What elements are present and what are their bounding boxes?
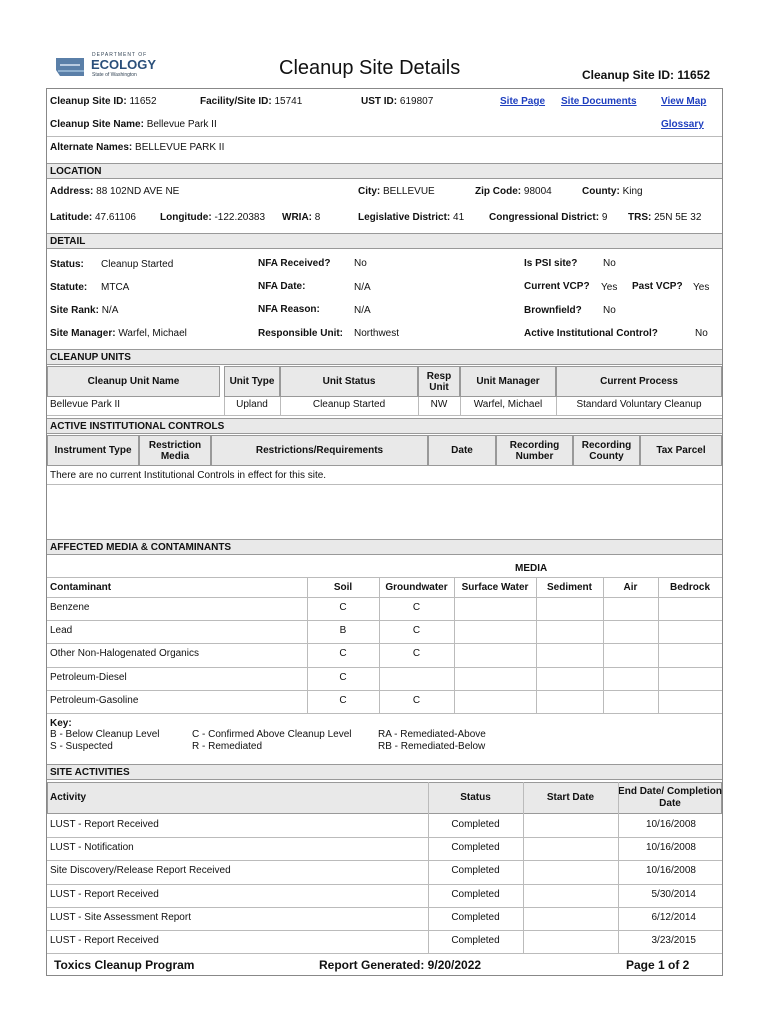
row-divider — [47, 620, 722, 621]
row-divider — [47, 667, 722, 668]
ic-empty-message: There are no current Institutional Controls in effect for this site. — [50, 470, 327, 481]
current-vcp-value: Yes — [601, 282, 618, 293]
activity-cell: Completed — [451, 819, 500, 830]
address: Address: 88 102ND AVE NE — [50, 186, 180, 197]
column-divider — [460, 397, 461, 415]
ic-header-6: Tax Parcel — [640, 435, 722, 466]
column-divider — [224, 397, 225, 415]
media-cell: C — [339, 671, 347, 683]
latitude: Latitude: 47.61106 — [50, 212, 136, 223]
row-divider — [47, 690, 722, 691]
nfa-date-value: N/A — [354, 282, 371, 293]
key-b: B - Below Cleanup Level — [50, 729, 160, 740]
column-divider — [523, 782, 524, 953]
psi-value: No — [603, 258, 616, 269]
cleanup-unit-cell: Standard Voluntary Cleanup — [576, 399, 702, 410]
activity-cell: Completed — [451, 935, 500, 946]
cleanup-units-header-4: Unit Manager — [460, 366, 556, 397]
cleanup-unit-cell: Upland — [236, 399, 268, 410]
statute-value: MTCA — [101, 282, 130, 293]
nfa-reason-value: N/A — [354, 305, 371, 316]
media-header-top — [47, 577, 722, 578]
page-title: Cleanup Site Details — [279, 57, 461, 79]
media-header-4: Sediment — [546, 582, 592, 593]
media-label: MEDIA — [515, 563, 548, 574]
media-header-6: Bedrock — [669, 582, 710, 593]
activities-header-3: End Date/ Completion Date — [618, 786, 722, 809]
wria: WRIA: 8 — [282, 212, 321, 223]
media-section-header: AFFECTED MEDIA & CONTAMINANTS — [47, 539, 722, 555]
trs: TRS: 25N 5E 32 — [628, 212, 702, 223]
brownfield-label: Brownfield? — [524, 305, 582, 316]
media-cell: C — [412, 694, 421, 706]
column-divider — [658, 577, 659, 713]
longitude: Longitude: -122.20383 — [160, 212, 266, 223]
activities-header-0: Activity — [50, 792, 87, 803]
row-divider — [47, 415, 722, 416]
statute-label: Statute: — [50, 282, 88, 293]
cleanup-site-id: Cleanup Site ID: 11652 — [50, 96, 157, 107]
row-divider — [47, 860, 722, 861]
media-cell: C — [412, 648, 421, 660]
nfa-received-value: No — [354, 258, 367, 269]
logo-dept-text: DEPARTMENT OF — [92, 52, 148, 58]
view-map-link[interactable]: View Map — [661, 96, 707, 107]
activity-cell: 10/16/2008 — [645, 865, 696, 877]
key-label: Key: — [50, 718, 72, 729]
site-rank: Site Rank: N/A — [50, 305, 119, 316]
activity-cell: 5/30/2014 — [651, 888, 696, 900]
location-section-header: LOCATION — [47, 163, 722, 179]
ic-header-0: Instrument Type — [47, 435, 139, 466]
column-divider — [307, 577, 308, 713]
responsible-unit-value: Northwest — [354, 328, 400, 339]
site-activities-section-header: SITE ACTIVITIES — [47, 764, 722, 780]
activity-cell: LUST - Report Received — [50, 819, 159, 830]
media-cell: C — [339, 602, 347, 613]
header-site-id: Cleanup Site ID: 11652 — [582, 68, 711, 82]
cleanup-units-header-0: Cleanup Unit Name — [47, 366, 220, 397]
cleanup-units-header-2: Unit Status — [280, 366, 418, 397]
institutional-controls-section-header: ACTIVE INSTITUTIONAL CONTROLS — [47, 418, 722, 434]
alternate-names: Alternate Names: BELLEVUE PARK II — [50, 142, 225, 153]
cleanup-unit-cell: Bellevue Park II — [50, 399, 121, 410]
logo-name-text: ECOLOGY — [91, 57, 157, 72]
logo-state-text: State of Washington — [92, 72, 137, 78]
media-cell: C — [339, 648, 347, 660]
cleanup-unit-cell: Cleanup Started — [312, 399, 386, 410]
activities-header-1: Status — [460, 792, 491, 803]
ecology-logo — [54, 52, 157, 80]
media-cell: C — [412, 602, 421, 613]
column-divider — [280, 397, 281, 415]
footer-generated: Report Generated: 9/20/2022 — [319, 958, 482, 972]
washington-state-logo-icon — [54, 54, 88, 80]
media-header-5: Air — [623, 582, 638, 593]
column-divider — [618, 782, 619, 953]
media-header-bottom — [47, 597, 722, 598]
column-divider — [536, 577, 537, 713]
cleanup-site-name: Cleanup Site Name: Bellevue Park II — [50, 119, 217, 130]
key-r: R - Remediated — [192, 741, 263, 752]
past-vcp-value: Yes — [693, 282, 710, 293]
responsible-unit-label: Responsible Unit: — [258, 328, 344, 339]
activity-cell: LUST - Notification — [50, 842, 134, 854]
ic-header-2: Restrictions/Requirements — [211, 435, 428, 466]
cleanup-units-header-3: Resp Unit — [418, 366, 460, 397]
psi-label: Is PSI site? — [524, 258, 578, 269]
status-value: Cleanup Started — [101, 259, 174, 270]
activities-header-2: Start Date — [546, 792, 595, 803]
row-divider — [47, 713, 722, 714]
ic-header-5: Recording County — [573, 435, 640, 466]
activity-cell: Site Discovery/Release Report Received — [50, 865, 231, 877]
activity-cell: LUST - Report Received — [50, 935, 159, 946]
cleanup-units-header-1: Unit Type — [224, 366, 280, 397]
activity-cell: Completed — [451, 911, 500, 923]
congressional-district: Congressional District: 9 — [489, 212, 608, 223]
cleanup-unit-cell: NW — [430, 399, 448, 410]
row-divider — [47, 907, 722, 908]
county: County: King — [582, 186, 643, 197]
activity-cell: 10/16/2008 — [645, 819, 696, 830]
media-cell: Lead — [50, 625, 73, 637]
facility-site-id: Facility/Site ID: 15741 — [200, 96, 303, 107]
activity-cell: LUST - Report Received — [50, 888, 159, 900]
detail-section-header: DETAIL — [47, 233, 722, 249]
nfa-date-label: NFA Date: — [258, 281, 306, 292]
row-divider — [47, 643, 722, 644]
activity-cell: Completed — [451, 865, 500, 877]
row-divider — [47, 930, 722, 931]
row-divider — [47, 884, 722, 885]
key-c: C - Confirmed Above Cleanup Level — [192, 729, 352, 740]
cleanup-units-section-header: CLEANUP UNITS — [47, 349, 722, 365]
media-cell: C — [339, 694, 347, 706]
activity-cell: 6/12/2014 — [651, 911, 696, 923]
column-divider — [428, 782, 429, 953]
footer-program: Toxics Cleanup Program — [54, 958, 195, 972]
activity-cell: LUST - Site Assessment Report — [50, 911, 191, 923]
cleanup-unit-cell: Warfel, Michael — [473, 399, 543, 410]
legislative-district: Legislative District: 41 — [358, 212, 465, 223]
media-cell: C — [412, 625, 421, 637]
footer-page: Page 1 of 2 — [626, 958, 690, 972]
ust-id: UST ID: 619807 — [361, 96, 434, 107]
ic-header-3: Date — [428, 435, 496, 466]
ic-header-4: Recording Number — [496, 435, 573, 466]
media-cell: Petroleum-Diesel — [50, 671, 127, 683]
nfa-reason-label: NFA Reason: — [258, 304, 320, 315]
zip-code: Zip Code: 98004 — [475, 186, 552, 197]
media-header-1: Soil — [333, 582, 353, 593]
row-divider — [47, 837, 722, 838]
activity-cell: Completed — [451, 842, 500, 854]
glossary-link[interactable]: Glossary — [661, 119, 704, 130]
media-cell: Benzene — [50, 602, 90, 613]
media-cell: Petroleum-Gasoline — [50, 694, 139, 706]
city: City: BELLEVUE — [358, 186, 435, 197]
activity-cell: Completed — [451, 888, 500, 900]
key-s: S - Suspected — [50, 741, 113, 752]
cleanup-units-header-5: Current Process — [556, 366, 722, 397]
key-rb: RB - Remediated-Below — [378, 741, 486, 752]
site-documents-link[interactable]: Site Documents — [561, 96, 637, 107]
media-cell: Other Non-Halogenated Organics — [50, 648, 199, 660]
past-vcp-label: Past VCP? — [632, 281, 683, 292]
site-page-link[interactable]: Site Page — [500, 96, 546, 107]
media-cell: B — [339, 625, 347, 637]
media-header-3: Surface Water — [461, 582, 529, 593]
current-vcp-label: Current VCP? — [524, 281, 590, 292]
column-divider — [556, 397, 557, 415]
media-header-2: Groundwater — [385, 582, 448, 593]
column-divider — [418, 397, 419, 415]
activity-cell: 3/23/2015 — [651, 935, 696, 946]
media-header-0: Contaminant — [50, 582, 112, 593]
column-divider — [603, 577, 604, 713]
site-manager: Site Manager: Warfel, Michael — [50, 328, 187, 339]
key-ra: RA - Remediated-Above — [378, 729, 486, 740]
nfa-received-label: NFA Received? — [258, 258, 331, 269]
status-label: Status: — [50, 259, 84, 270]
brownfield-value: No — [603, 305, 616, 316]
column-divider — [379, 577, 380, 713]
ic-header-1: Restriction Media — [139, 435, 211, 466]
row-divider — [47, 953, 722, 954]
active-ic-value: No — [695, 328, 708, 339]
active-ic-label: Active Institutional Control? — [524, 328, 658, 339]
activity-cell: 10/16/2008 — [645, 842, 696, 854]
column-divider — [454, 577, 455, 713]
